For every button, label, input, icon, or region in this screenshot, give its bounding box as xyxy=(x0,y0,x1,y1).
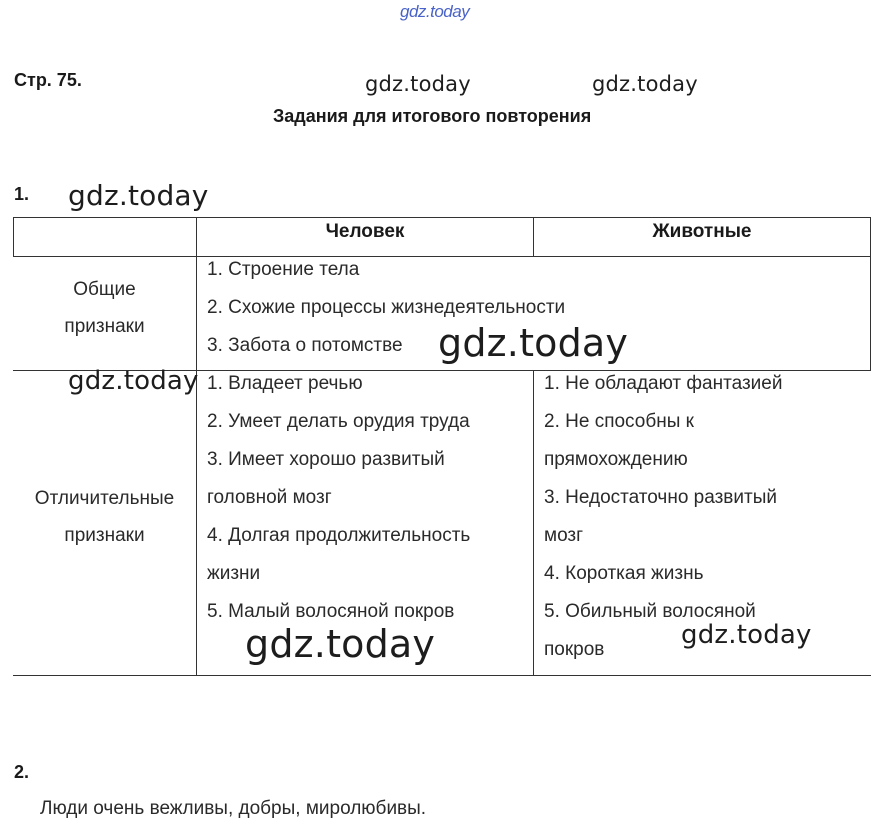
row-label-line: Отличительные xyxy=(34,488,175,509)
table-col-divider-2-body xyxy=(533,370,534,676)
watermark: gdz.today xyxy=(245,622,436,666)
animal-feature-line: 1. Не обладают фантазией xyxy=(544,373,783,394)
animal-feature-line: мозг xyxy=(544,525,584,546)
animal-feature-line: 2. Не способны к xyxy=(544,411,694,432)
table-header-divider xyxy=(13,256,871,257)
table-border-left-header xyxy=(13,217,14,257)
animal-feature-line: 4. Короткая жизнь xyxy=(544,563,704,584)
row-label-line: Общие xyxy=(73,279,136,300)
table-border-top xyxy=(13,217,871,218)
row-label-line: признаки xyxy=(64,525,145,546)
common-feature-item: 3. Забота о потомстве xyxy=(207,335,403,356)
section-title: Задания для итогового повторения xyxy=(273,106,592,126)
watermark: gdz.today xyxy=(592,72,698,96)
watermark-top: gdz.today xyxy=(400,2,470,21)
animal-feature-line: 3. Недостаточно развитый xyxy=(544,487,777,508)
animal-feature-line: прямохождению xyxy=(544,449,688,470)
animal-feature-line: 5. Обильный волосяной xyxy=(544,601,756,622)
row-label-line: признаки xyxy=(64,316,145,337)
human-feature-line: головной мозг xyxy=(207,487,332,508)
common-feature-item: 2. Схожие процессы жизнедеятельности xyxy=(207,297,566,318)
common-feature-item: 1. Строение тела xyxy=(207,259,360,280)
watermark: gdz.today xyxy=(681,620,812,650)
human-feature-line: 1. Владеет речью xyxy=(207,373,363,394)
watermark: gdz.today xyxy=(438,321,629,365)
watermark: gdz.today xyxy=(68,366,199,396)
task-2-number: 2. xyxy=(14,762,30,782)
row-label-common xyxy=(13,271,196,345)
watermark: gdz.today xyxy=(365,72,471,96)
page-reference: Стр. 75. xyxy=(14,70,82,90)
animal-feature-line: покров xyxy=(544,639,605,660)
table-col-divider-1 xyxy=(196,217,197,676)
human-feature-line: жизни xyxy=(207,563,261,584)
table-border-bottom xyxy=(13,675,871,676)
table-border-right xyxy=(870,217,871,371)
row-label-distinctive xyxy=(13,480,196,554)
human-feature-line: 3. Имеет хорошо развитый xyxy=(207,449,445,470)
human-feature-line: 2. Умеет делать орудия труда xyxy=(207,411,470,432)
task-2-answer: Люди очень вежливы, добры, миролюбивы. xyxy=(40,798,427,819)
human-feature-line: 5. Малый волосяной покров xyxy=(207,601,455,622)
watermark: gdz.today xyxy=(68,179,209,212)
human-feature-line: 4. Долгая продолжительность xyxy=(207,525,471,546)
task-1-number: 1. xyxy=(14,184,30,204)
column-header-animals: Животные xyxy=(652,221,752,242)
column-header-human: Человек xyxy=(325,221,405,242)
